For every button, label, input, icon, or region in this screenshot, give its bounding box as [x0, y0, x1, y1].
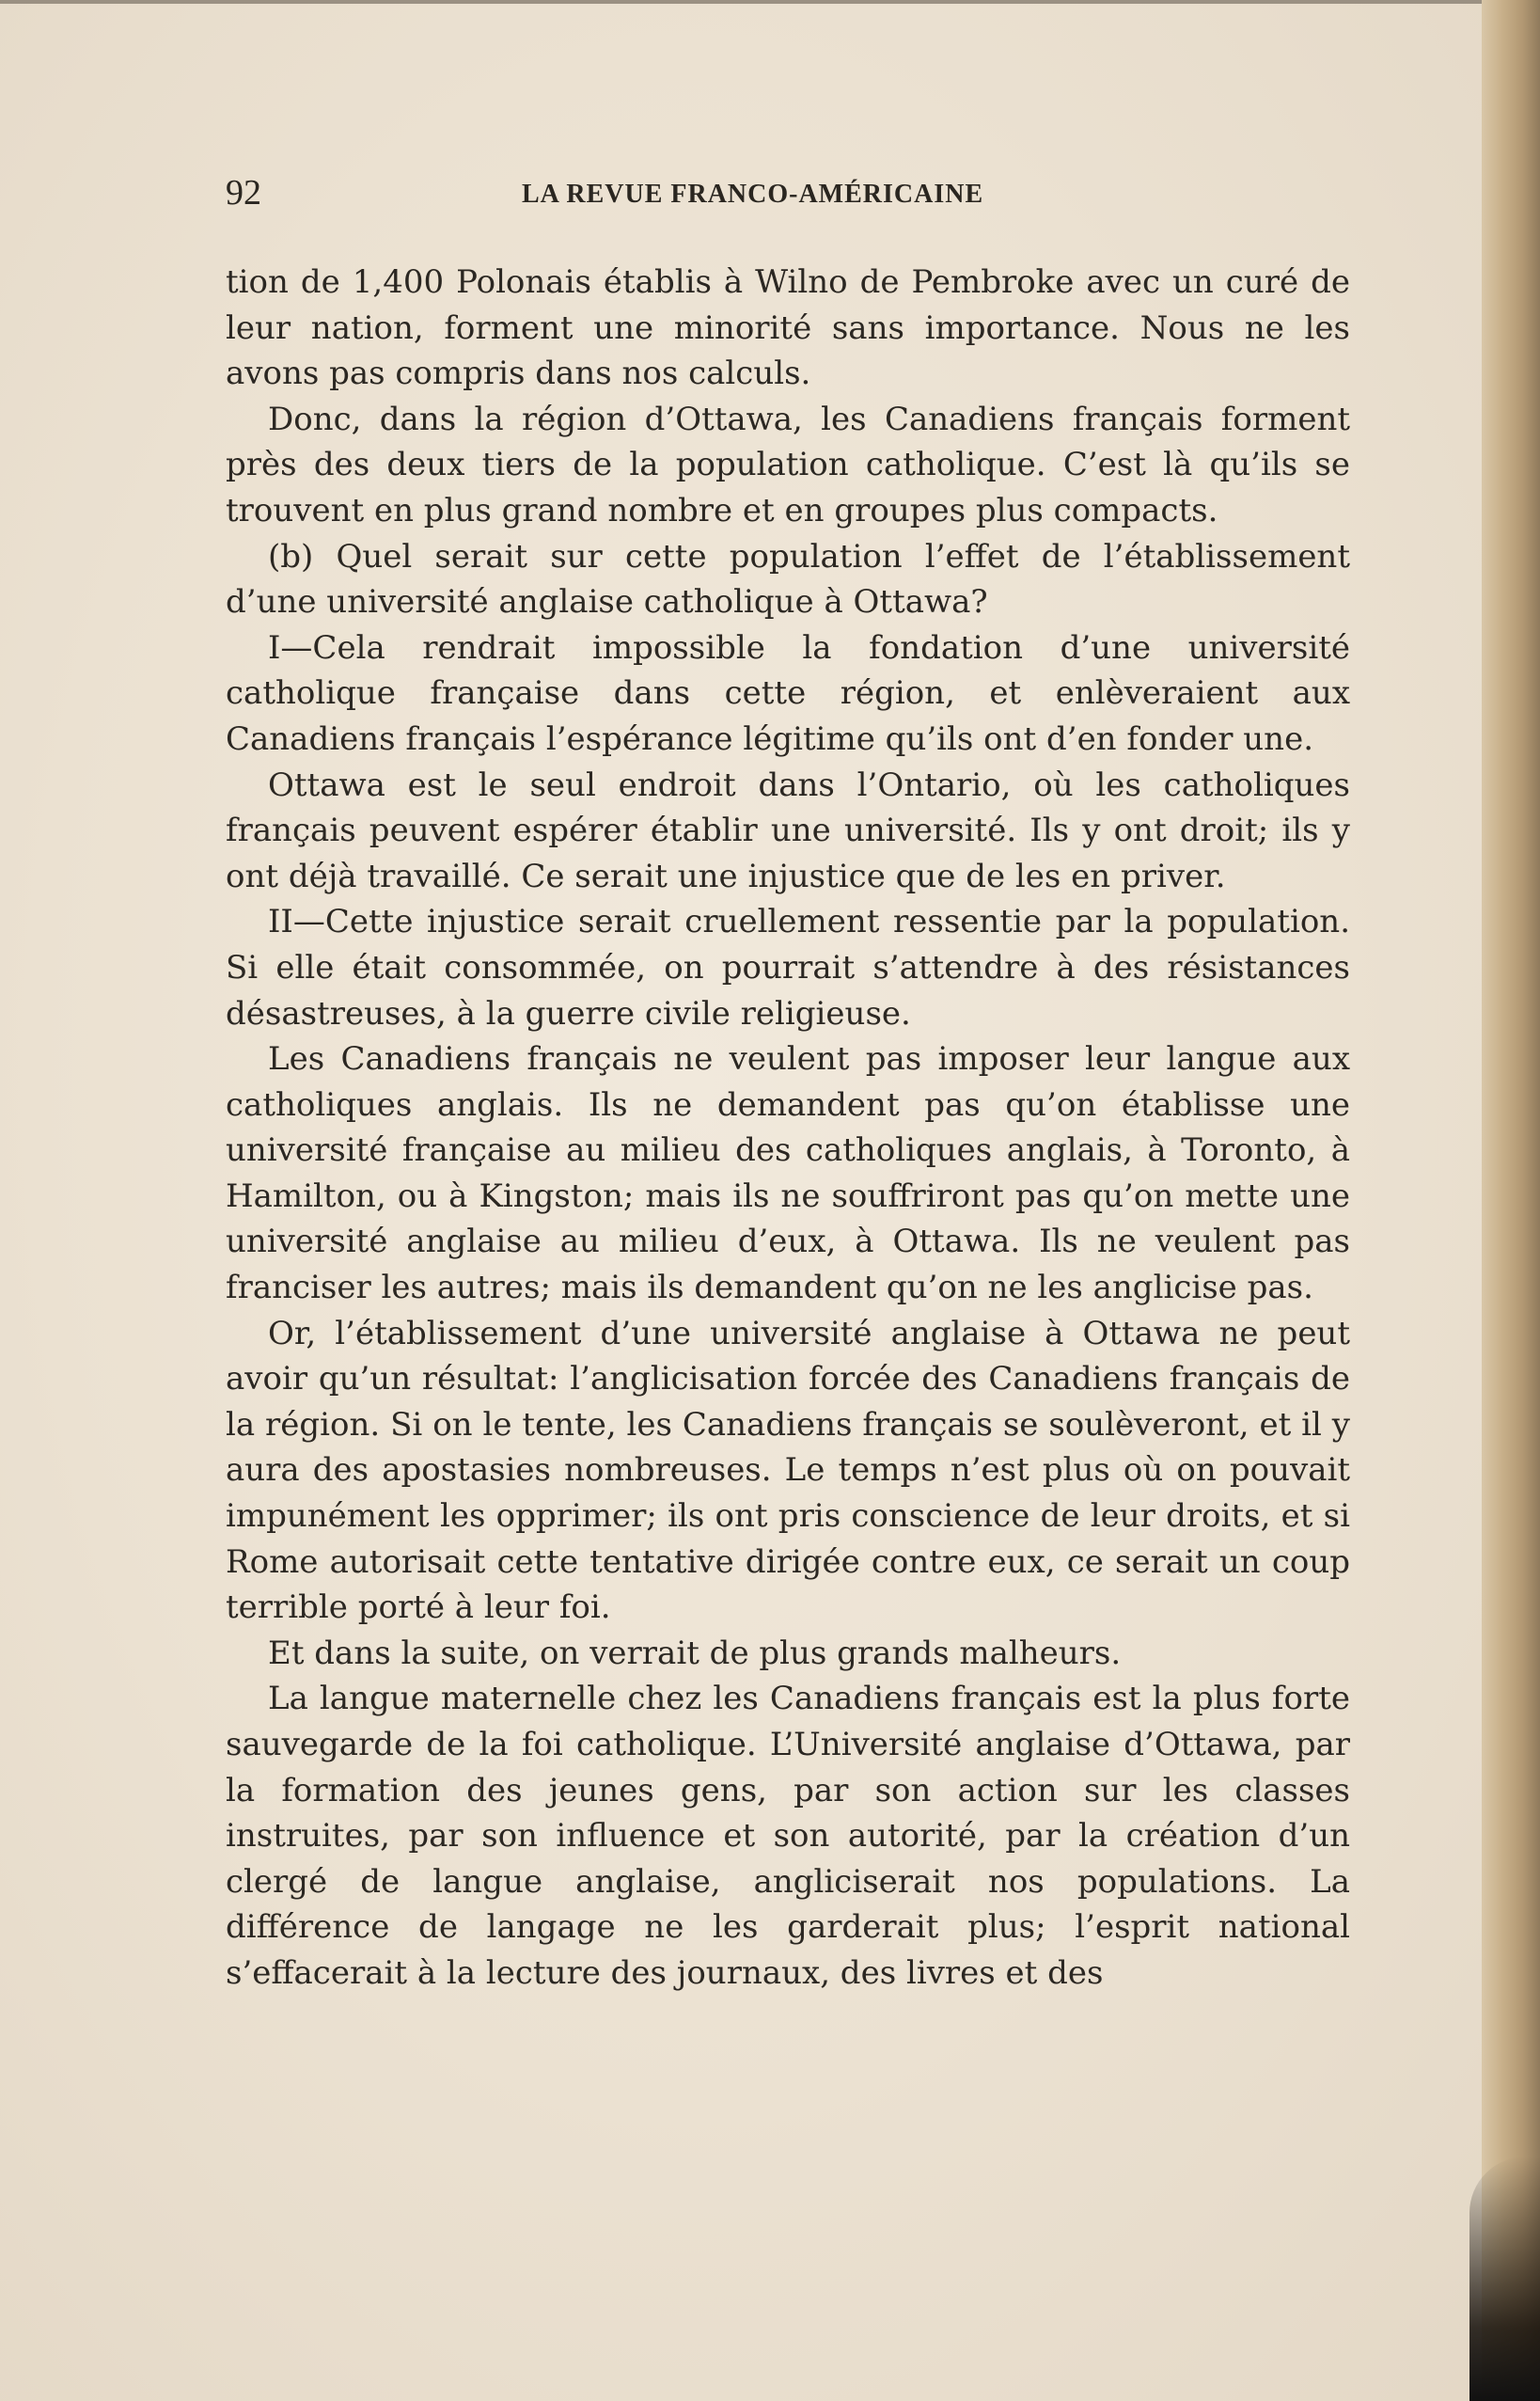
top-rule [0, 0, 1495, 4]
paragraph: La langue maternelle chez les Canadiens français est la plus forte sauvegarde de la foi catholique. L’Université anglaise d’Ottawa, par la formation des jeunes gens, par son action sur les classes instruites, par son influence et son autorité, par la création d’un clergé de langue anglaise, angliciserait nos populations. La différence de langage ne les garderait plus; l’esprit national s’effacerait à la lecture des journaux, des livres et des [226, 1680, 1350, 1992]
page-header [226, 172, 1354, 217]
paragraph: Or, l’établissement d’une université anglaise à Ottawa ne peut avoir qu’un résultat: l’anglicisation forcée des Canadiens français de la région. Si on le tente, les Canadiens français se soulèveront, et il y aura des apostasies nombreuses. Le temps n’est plus où on pouvait impunément les opprimer; ils ont pris conscience de leur droits, et si Rome autorisait cette tentative dirigée contre eux, ce serait un coup terrible porté à leur foi. [226, 1314, 1350, 1627]
gutter-shadow [1469, 2156, 1540, 2401]
paragraph: Ottawa est le seul endroit dans l’Ontario, où les catholiques français peuvent espérer établir une université. Ils y ont droit; ils y ont déjà travaillé. Ce serait une injustice que de les en priver. [226, 766, 1350, 895]
paragraph: I—Cela rendrait impossible la fondation d’une université catholique française dans cette région, et enlèveraient aux Canadiens français l’espérance légitime qu’ils ont d’en fonder une. [226, 628, 1350, 758]
paragraph: Donc, dans la région d’Ottawa, les Canadiens français forment près des deux tiers de la population catholique. C’est là qu’ils se trouvent en plus grand nombre et en groupes plus compacts. [226, 400, 1350, 529]
paragraph: tion de 1,400 Polonais établis à Wilno de Pembroke avec un curé de leur nation, forment une minorité sans importance. Nous ne les avons pas compris dans nos calculs. [226, 263, 1350, 393]
page-number: 92 [226, 173, 261, 213]
paragraph: Et dans la suite, on verrait de plus grands malheurs. [268, 1634, 1122, 1672]
book-gutter [1482, 0, 1540, 2401]
paragraph: II—Cette injustice serait cruellement ressentie par la population. Si elle était consommée, on pourrait s’attendre à des résistances désastreuses, à la guerre civile religieuse. [226, 903, 1350, 1033]
paragraph: Les Canadiens français ne veulent pas imposer leur langue aux catholiques anglais. Ils ne demandent pas qu’on établisse une université française au milieu des catholiques anglais, à Toronto, à Hamilton, ou à Kingston; mais ils ne souffriront pas qu’on mette une université anglaise au milieu d’eux, à Ottawa. Ils ne veulent pas franciser les autres; mais ils demandent qu’on ne les anglicise pas. [226, 1040, 1350, 1307]
running-title: LA REVUE FRANCO-AMÉRICAINE [522, 180, 984, 209]
paragraph: (b) Quel serait sur cette population l’effet de l’établissement d’une université anglaise catholique à Ottawa? [226, 537, 1350, 622]
body-text [226, 260, 1350, 1997]
